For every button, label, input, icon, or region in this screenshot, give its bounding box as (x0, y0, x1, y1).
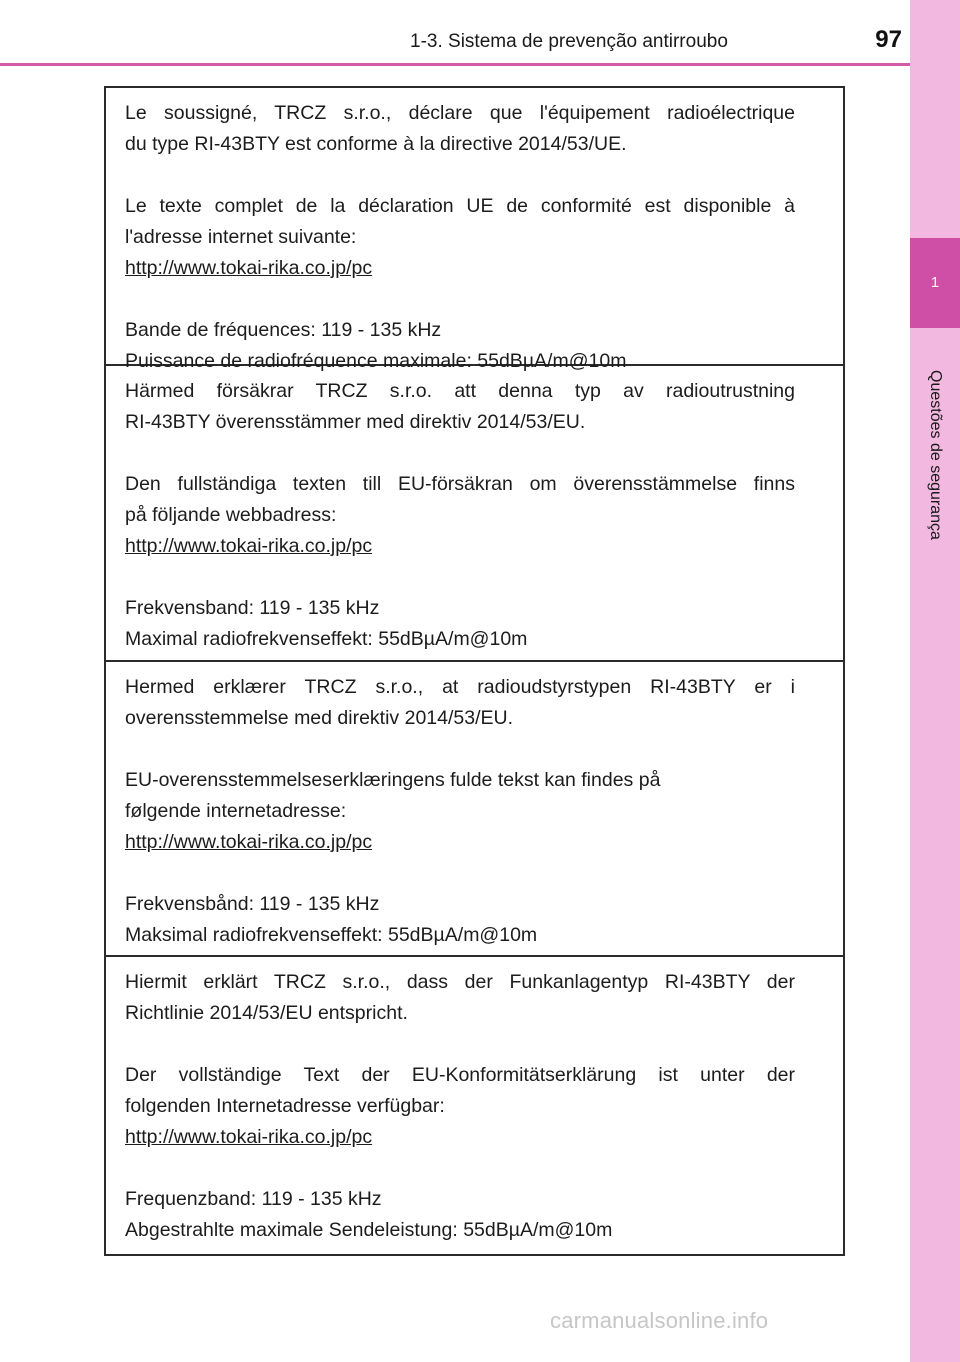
conformity-url-link[interactable]: http://www.tokai-rika.co.jp/pc (125, 257, 373, 279)
conformity-url-link[interactable]: http://www.tokai-rika.co.jp/pc (125, 535, 373, 557)
declaration-line: Le texte complet de la déclaration UE de conformité est disponible à (125, 195, 795, 217)
frequency-band: Bande de fréquences: 119 - 135 kHz (125, 319, 442, 341)
header-divider (0, 63, 910, 66)
max-power: Abgestrahlte maximale Sendeleistung: 55dBµA/m@10m (125, 1219, 613, 1241)
declaration-line: Hiermit erklärt TRCZ s.r.o., dass der Funkanlagentyp RI-43BTY der (125, 971, 795, 993)
section-title: 1-3. Sistema de prevenção antirroubo (410, 31, 728, 52)
declaration-box (104, 86, 845, 1256)
declaration-line: Richtlinie 2014/53/EU entspricht. (125, 1002, 408, 1024)
chapter-title-vertical: Questões de segurança (927, 370, 944, 540)
declaration-line: du type RI-43BTY est conforme à la directive 2014/53/UE. (125, 133, 627, 155)
declaration-line: Härmed försäkrar TRCZ s.r.o. att denna typ av radioutrustning (125, 380, 795, 402)
page-number: 97 (875, 26, 902, 53)
frequency-band: Frequenzband: 119 - 135 kHz (125, 1188, 382, 1210)
frequency-band: Frekvensbånd: 119 - 135 kHz (125, 893, 380, 915)
declaration-line: Hermed erklærer TRCZ s.r.o., at radioudstyrstypen RI-43BTY er i (125, 676, 795, 698)
declaration-line: folgenden Internetadresse verfügbar: (125, 1095, 445, 1117)
watermark: carmanualsonline.info (550, 1308, 769, 1333)
declaration-section-french (106, 88, 843, 372)
declaration-line: følgende internetadresse: (125, 800, 347, 822)
declaration-line: l'adresse internet suivante: (125, 226, 357, 248)
declaration-line: Den fullständiga texten till EU-försäkran om överensstämmelse finns (125, 473, 795, 495)
declaration-line: Der vollständige Text der EU-Konformitätserklärung ist unter der (125, 1064, 795, 1086)
max-power: Maksimal radiofrekvenseffekt: 55dBµA/m@10m (125, 924, 538, 946)
declaration-line: EU-overensstemmelseserklæringens fulde tekst kan findes på (125, 769, 661, 791)
declaration-section-danish (106, 662, 843, 957)
max-power: Puissance de radiofréquence maximale: 55dBµA/m@10m (125, 350, 627, 372)
declaration-section-german (106, 957, 843, 1254)
declaration-section-swedish (106, 366, 843, 662)
max-power: Maximal radiofrekvenseffekt: 55dBµA/m@10m (125, 628, 528, 650)
conformity-url-link[interactable]: http://www.tokai-rika.co.jp/pc (125, 1126, 373, 1148)
declaration-line: på följande webbadress: (125, 504, 337, 526)
conformity-url-link[interactable]: http://www.tokai-rika.co.jp/pc (125, 831, 373, 853)
declaration-line: RI-43BTY överensstämmer med direktiv 2014/53/EU. (125, 411, 586, 433)
declaration-line: overensstemmelse med direktiv 2014/53/EU. (125, 707, 514, 729)
chapter-number-tab: 1 (910, 238, 960, 328)
chapter-side-tab (910, 0, 960, 1362)
frequency-band: Frekvensband: 119 - 135 kHz (125, 597, 380, 619)
declaration-line: Le soussigné, TRCZ s.r.o., déclare que l'équipement radioélectrique (125, 102, 795, 124)
